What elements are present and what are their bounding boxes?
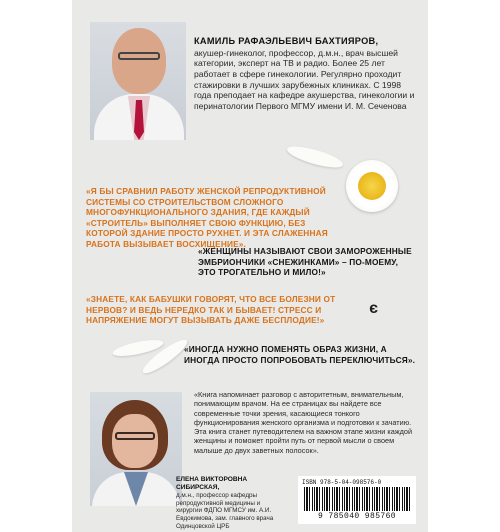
- book-description: «Книга напоминает разговор с авторитетным, внимательным, понимающим врачом. На ее страницах вы найдете все современные точки зрения, касающиеся тонкого функционирования женского организма и подготовки к зачатию. Эта книга станет путеводителем на важном этапе жизни каждой женщины и поможет пройти путь от первой мысли о своем малыше до двух заветных полосок».: [194, 390, 413, 455]
- author-bio-top: [194, 36, 418, 112]
- book-back-cover: [72, 0, 428, 532]
- quote-2: «ЖЕНЩИНЫ НАЗЫВАЮТ СВОИ ЗАМОРОЖЕННЫЕ ЭМБРИОНЧИКИ «СНЕЖИНКАМИ» – ПО-МОЕМУ, ЭТО ТРОГАТЕЛЬНО И МИЛО!»: [198, 246, 412, 278]
- quote-1: «Я БЫ СРАВНИЛ РАБОТУ ЖЕНСКОЙ РЕПРОДУКТИВНОЙ СИСТЕМЫ СО СТРОИТЕЛЬСТВОМ СЛОЖНОГО МНОГОФУНКЦИОНАЛЬНОГО ЗДАНИЯ, ГДЕ КАЖДЫЙ «СТРОИТЕЛЬ» ВЫПОЛНЯЕТ СВОЮ ФУНКЦИЮ, БЕЗ КОТОРОЙ ЗДАНИЕ ПРОСТО РУХНЕТ. И ЭТА СЛАЖЕННАЯ РАБОТА ВЫЗЫВАЕТ ВОСХИЩЕНИЕ».: [86, 186, 328, 250]
- barcode-bars: [304, 487, 410, 511]
- author-description-bottom: д.м.н., профессор кафедры репродуктивной медицины и хирургии ФДПО МГМСУ им. А.И. Евдокимова, зам. главного врача Одинцовской ЦРБ: [176, 492, 274, 530]
- author-name-top: КАМИЛЬ РАФАЭЛЬЕВИЧ БАХТИЯРОВ,: [194, 36, 379, 46]
- barcode-digits: 9 785040 985760: [317, 512, 396, 521]
- barcode: [298, 476, 416, 524]
- author-photo-top: [90, 22, 186, 140]
- quote-3: «ЗНАЕТЕ, КАК БАБУШКИ ГОВОРЯТ, ЧТО ВСЕ БОЛЕЗНИ ОТ НЕРВОВ? И ВЕДЬ НЕРЕДКО ТАК И БЫВАЕТ! СТРЕСС И НАПРЯЖЕНИЕ МОГУТ ВЫЗЫВАТЬ ДАЖЕ БЕСПЛОДИЕ!»: [86, 294, 336, 326]
- isbn-text: ISBN 978-5-04-098576-0: [302, 479, 382, 486]
- daisy-flower: [346, 160, 398, 212]
- quote-4: «ИНОГДА НУЖНО ПОМЕНЯТЬ ОБРАЗ ЖИЗНИ, А ИНОГДА ПРОСТО ПОПРОБОВАТЬ ПЕРЕКЛЮЧИТЬСЯ».: [184, 344, 416, 365]
- daisy-petal: [285, 142, 345, 171]
- author-photo-bottom: [90, 392, 182, 506]
- author-name-bottom: ЕЛЕНА ВИКТОРОВНА СИБИРСКАЯ,: [176, 476, 248, 492]
- author-bio-bottom: [176, 476, 280, 530]
- publisher-logo: э: [369, 300, 378, 317]
- author-description-top: акушер-гинеколог, профессор, д.м.н., врач высшей категории, эксперт на ТВ и радио. Более 25 лет работает в сфере гинекологии. Регулярно проходит стажировки в лучших зарубежных клиниках. С 1998 года преподает на кафедре акушерства, гинекологии и перинатологии Первого МГМУ имени И. М. Сеченова: [194, 47, 415, 112]
